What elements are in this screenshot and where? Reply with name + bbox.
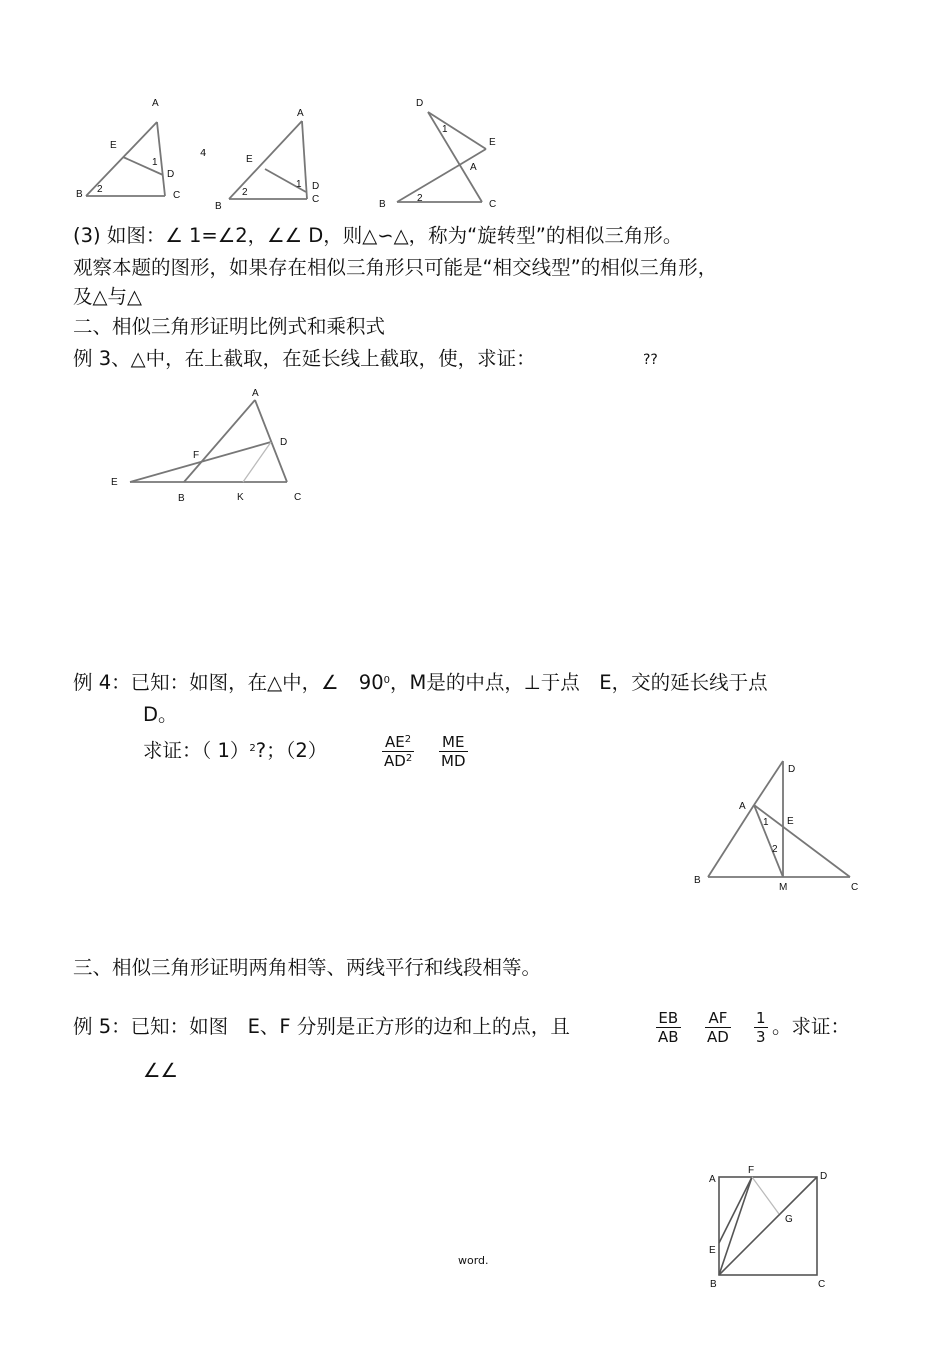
figure-triangle-1 xyxy=(70,92,180,202)
page-footer: word. xyxy=(458,1254,489,1267)
example-4-line-1-b: ，M是的中点，⊥于点 E，交的延长线于点 xyxy=(390,671,768,694)
example-4-proof xyxy=(143,738,327,764)
fig2-label-B: B xyxy=(215,201,222,212)
fig3-label-A: A xyxy=(470,162,477,173)
frac1-denominator-sup: 2 xyxy=(405,753,413,764)
ex4-label-B: B xyxy=(694,875,701,886)
figure-triangle-2 xyxy=(215,105,325,210)
frac1-denominator: AD xyxy=(384,752,406,770)
frac2-denominator: MD xyxy=(441,752,466,770)
ex3-label-K: K xyxy=(237,492,244,503)
section-2-title: 二、相似三角形证明比例式和乘积式 xyxy=(73,315,386,338)
frac1-numerator: AE xyxy=(385,733,405,751)
example-4-line-1-a: 例 4：已知：如图，在△中，∠ xyxy=(73,671,339,694)
ex4-label-C: C xyxy=(851,882,859,893)
example-4-proof-a: 求证：（ 1） xyxy=(143,739,250,762)
fig1-label-B: B xyxy=(76,189,83,200)
fig1-label-D: D xyxy=(167,169,175,180)
example-5-fraction-2 xyxy=(705,1009,731,1046)
figure-example-3 xyxy=(100,380,320,510)
ex3-label-B: B xyxy=(178,493,185,504)
ex5-frac1-denominator: AB xyxy=(658,1028,679,1046)
ex5-label-C: C xyxy=(818,1279,826,1290)
ex4-label-A: A xyxy=(739,801,746,812)
fig2-label-2: 2 xyxy=(242,187,248,198)
ex5-frac3-numerator: 1 xyxy=(756,1009,766,1027)
ex4-label-E: E xyxy=(787,816,794,827)
example-5-fraction-3 xyxy=(754,1009,768,1046)
fig1-label-2: 2 xyxy=(97,184,103,195)
ex3-label-D: D xyxy=(280,437,288,448)
fig1-label-1: 1 xyxy=(152,157,158,168)
example-4-fraction-1 xyxy=(382,733,414,770)
fig1-label-A: A xyxy=(152,98,159,109)
para-line-2: 观察本题的图形，如果存在相似三角形只可能是“相交线型”的相似三角形， xyxy=(73,256,718,279)
fig2-label-A: A xyxy=(297,108,304,119)
fig3-label-1: 1 xyxy=(442,124,448,135)
ex3-label-A: A xyxy=(252,388,259,399)
ex5-label-E: E xyxy=(709,1245,716,1256)
fig3-label-C: C xyxy=(489,199,497,210)
ex5-frac3-denominator: 3 xyxy=(756,1028,766,1046)
example-4-angle-sup: 0 xyxy=(383,675,390,686)
example-4-proof-b: ?；（2） xyxy=(255,739,328,762)
ex4-label-D: D xyxy=(788,764,796,775)
ex5-label-D: D xyxy=(820,1171,828,1182)
frac1-numerator-sup: 2 xyxy=(404,734,412,745)
fig2-label-E: E xyxy=(246,154,253,165)
ex5-frac1-numerator: EB xyxy=(656,1009,681,1028)
example-5-line-2: ∠∠ xyxy=(143,1059,178,1082)
para-line-1: (3) 如图：∠ 1=∠2，∠∠ D，则△∽△，称为“旋转型”的相似三角形。 xyxy=(73,224,683,247)
section-3-title: 三、相似三角形证明两角相等、两线平行和线段相等。 xyxy=(73,956,542,979)
example-5-tail: 。求证： xyxy=(772,1015,851,1038)
fig3-label-E: E xyxy=(489,137,496,148)
fig2-label-1: 1 xyxy=(296,179,302,190)
frac2-numerator: ME xyxy=(439,733,468,752)
fig2-label-D: D xyxy=(312,181,320,192)
ex5-frac2-denominator: AD xyxy=(707,1028,729,1046)
ex5-label-A: A xyxy=(709,1174,716,1185)
example-3-tail: ?? xyxy=(643,352,658,368)
ex3-label-E: E xyxy=(111,477,118,488)
figure-rotation xyxy=(372,92,512,212)
example-4-line-1 xyxy=(73,670,768,696)
figure-example-5 xyxy=(700,1160,840,1295)
ex4-label-M: M xyxy=(779,882,788,893)
ex3-label-F: F xyxy=(193,450,200,461)
example-4-line-2: D。 xyxy=(143,703,178,726)
figure-example-4 xyxy=(688,755,868,895)
fig3-label-D: D xyxy=(416,98,424,109)
example-5-fraction-1 xyxy=(656,1009,681,1046)
example-3-text: 例 3、△中，在上截取，在延长线上截取，使，求证： xyxy=(73,347,536,370)
fig1-label-E: E xyxy=(110,140,117,151)
example-4-proof-sup: 2 xyxy=(249,743,256,754)
example-4-angle: 90 xyxy=(358,671,384,694)
ex5-label-F: F xyxy=(748,1165,755,1176)
para-line-3: 及△与△ xyxy=(73,285,142,308)
fig1-label-C: C xyxy=(173,190,181,201)
ex4-label-1: 1 xyxy=(763,817,769,828)
ex5-label-G: G xyxy=(785,1214,793,1225)
example-5-line-1: 例 5：已知：如图 E、F 分别是正方形的边和上的点，且 xyxy=(73,1015,570,1038)
figure-number: 4 xyxy=(200,148,207,159)
ex4-label-2: 2 xyxy=(772,844,778,855)
example-4-fraction-2 xyxy=(439,733,468,770)
fig2-label-C: C xyxy=(312,194,320,205)
ex5-label-B: B xyxy=(710,1279,717,1290)
fig3-label-B: B xyxy=(379,199,386,210)
fig3-label-2: 2 xyxy=(417,193,423,204)
ex3-label-C: C xyxy=(294,492,302,503)
ex5-frac2-numerator: AF xyxy=(705,1009,731,1028)
